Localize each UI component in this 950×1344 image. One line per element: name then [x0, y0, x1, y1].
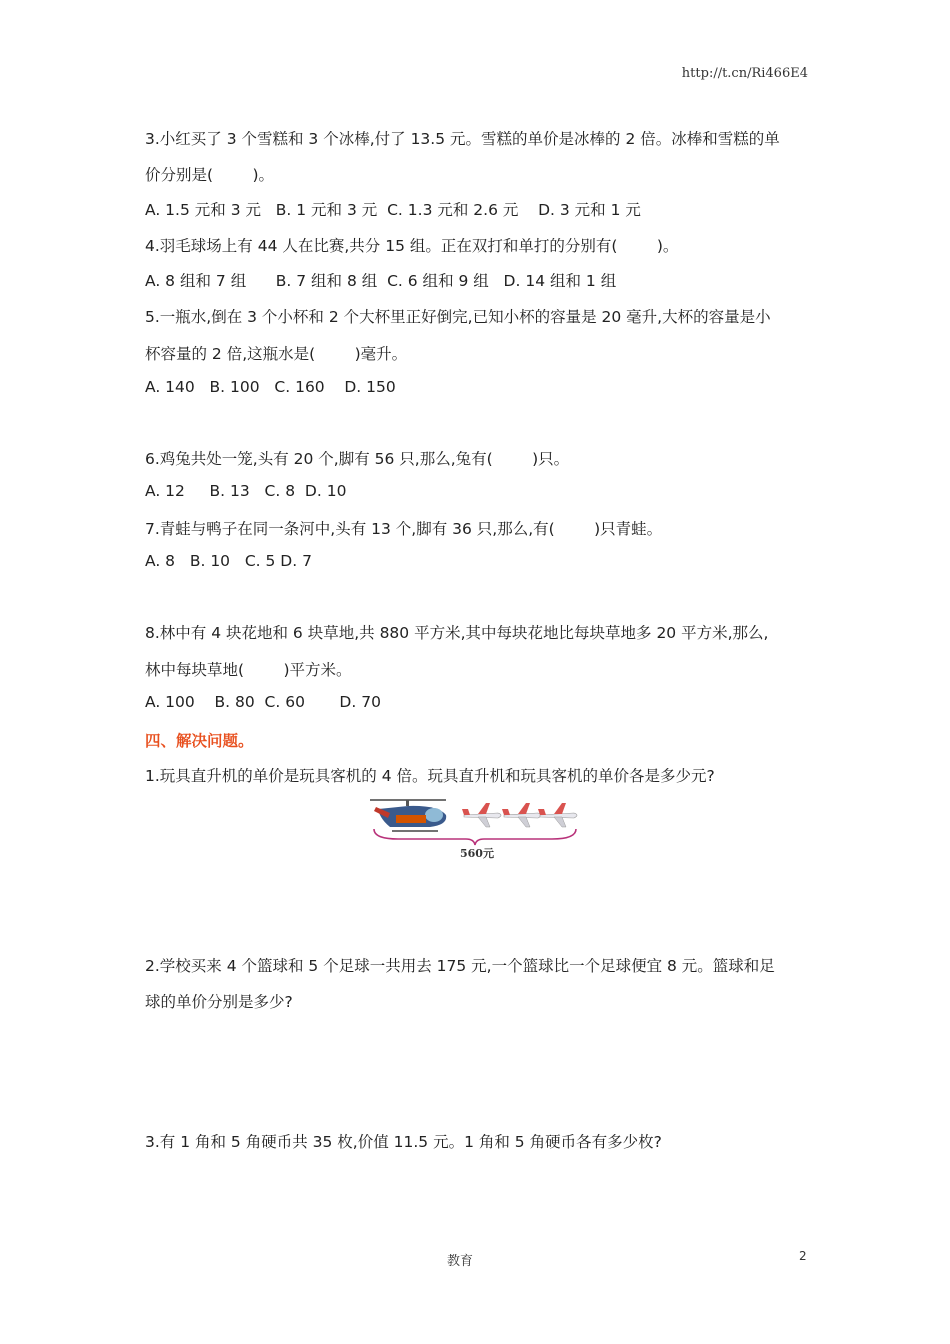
figure-total-label: 560元 — [460, 847, 494, 860]
q8-line2: 林中每块草地( )平方米。 — [145, 661, 352, 679]
q4-line1: 4.羽毛球场上有 44 人在比赛,共分 15 组。正在双打和单打的分别有( )。 — [145, 237, 679, 255]
q7-line1: 7.青蛙与鸭子在同一条河中,头有 13 个,脚有 36 只,那么,有( )只青蛙。 — [145, 520, 663, 538]
header-url: http://t.cn/Ri466E4 — [681, 66, 808, 81]
q3-line2: 价分别是( )。 — [145, 166, 275, 184]
q8-options: A. 100 B. 80 C. 60 D. 70 — [145, 693, 381, 711]
q5-options: A. 140 B. 100 C. 160 D. 150 — [145, 378, 396, 396]
q4-options: A. 8 组和 7 组 B. 7 组和 8 组 C. 6 组和 9 组 D. 14 组和 1 组 — [145, 272, 617, 290]
problem-1: 1.玩具直升机的单价是玩具客机的 4 倍。玩具直升机和玩具客机的单价各是多少元? — [145, 767, 715, 785]
helicopter-icon — [370, 800, 446, 831]
q5-line1: 5.一瓶水,倒在 3 个小杯和 2 个大杯里正好倒完,已知小杯的容量是 20 毫升,大杯的容量是小 — [145, 308, 771, 326]
q5-line2: 杯容量的 2 倍,这瓶水是( )毫升。 — [145, 345, 408, 363]
plane-icon-3 — [538, 803, 577, 827]
q8-line1: 8.林中有 4 块花地和 6 块草地,共 880 平方米,其中每块花地比每块草地多 20 平方米,那么, — [145, 624, 769, 642]
problem-2-line2: 球的单价分别是多少? — [145, 993, 293, 1011]
plane-icon-2 — [502, 803, 541, 827]
q6-options: A. 12 B. 13 C. 8 D. 10 — [145, 482, 347, 500]
footer-label: 教育 — [447, 1254, 474, 1269]
q3-options: A. 1.5 元和 3 元 B. 1 元和 3 元 C. 1.3 元和 2.6 元 D. 3 元和 1 元 — [145, 201, 641, 219]
plane-icon-1 — [462, 803, 501, 827]
page-number: 2 — [799, 1249, 807, 1263]
q3-line1: 3.小红买了 3 个雪糕和 3 个冰棒,付了 13.5 元。雪糕的单价是冰棒的 2 倍。冰棒和雪糕的单 — [145, 130, 780, 148]
section-heading: 四、解决问题。 — [145, 732, 254, 750]
q7-options: A. 8 B. 10 C. 5 D. 7 — [145, 552, 312, 570]
q6-line1: 6.鸡兔共处一笼,头有 20 个,脚有 56 只,那么,兔有( )只。 — [145, 450, 570, 468]
problem-3: 3.有 1 角和 5 角硬币共 35 枚,价值 11.5 元。1 角和 5 角硬币各有多少枚? — [145, 1133, 662, 1151]
problem-2-line1: 2.学校买来 4 个篮球和 5 个足球一共用去 175 元,一个篮球比一个足球便宜 8 元。篮球和足 — [145, 957, 775, 975]
